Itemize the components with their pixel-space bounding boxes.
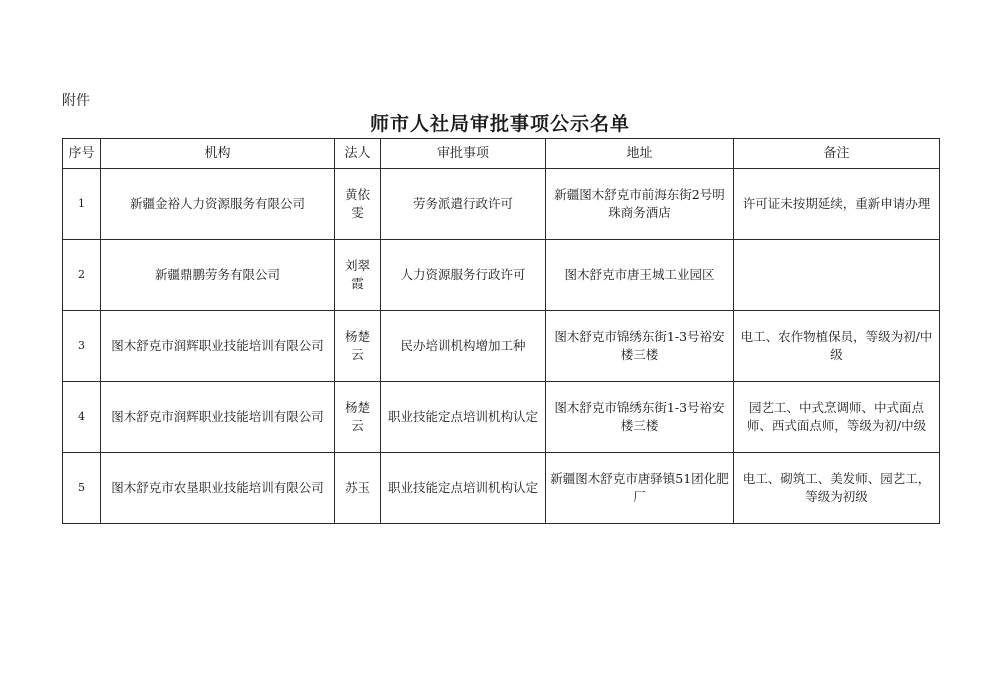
table-row: [63, 453, 940, 524]
cell-seq: 2: [63, 240, 101, 311]
column-header-address: 地址: [546, 139, 734, 169]
cell-legal: 黄依雯: [335, 169, 381, 240]
approval-table: [62, 138, 940, 524]
cell-item: 职业技能定点培训机构认定: [381, 382, 546, 453]
cell-note: 电工、农作物植保员，等级为初/中级: [734, 311, 940, 382]
cell-org: 新疆金裕人力资源服务有限公司: [101, 169, 335, 240]
table-row: [63, 311, 940, 382]
column-header-org: 机构: [101, 139, 335, 169]
cell-seq: 3: [63, 311, 101, 382]
attachment-label: 附件: [62, 93, 90, 109]
column-header-seq: 序号: [63, 139, 101, 169]
cell-address: 新疆图木舒克市唐驿镇51团化肥厂: [546, 453, 734, 524]
cell-address: 图木舒克市锦绣东街1-3号裕安楼三楼: [546, 382, 734, 453]
cell-org: 新疆鼎鹏劳务有限公司: [101, 240, 335, 311]
cell-legal: 杨楚云: [335, 311, 381, 382]
cell-item: 职业技能定点培训机构认定: [381, 453, 546, 524]
cell-item: 人力资源服务行政许可: [381, 240, 546, 311]
cell-legal: 杨楚云: [335, 382, 381, 453]
cell-legal: 刘翠霞: [335, 240, 381, 311]
cell-legal: 苏玉: [335, 453, 381, 524]
table-row: [63, 169, 940, 240]
cell-address: 图木舒克市锦绣东街1-3号裕安楼三楼: [546, 311, 734, 382]
cell-note: 许可证未按期延续，重新申请办理: [734, 169, 940, 240]
cell-item: 劳务派遣行政许可: [381, 169, 546, 240]
column-header-legal: 法人: [335, 139, 381, 169]
table-header-row: [63, 139, 940, 169]
cell-seq: 5: [63, 453, 101, 524]
cell-address: 图木舒克市唐王城工业园区: [546, 240, 734, 311]
cell-seq: 1: [63, 169, 101, 240]
column-header-note: 备注: [734, 139, 940, 169]
cell-note: [734, 240, 940, 311]
cell-item: 民办培训机构增加工种: [381, 311, 546, 382]
cell-org: 图木舒克市润辉职业技能培训有限公司: [101, 311, 335, 382]
cell-note: 电工、砌筑工、美发师、园艺工，等级为初级: [734, 453, 940, 524]
cell-note: 园艺工、中式烹调师、中式面点师、西式面点师，等级为初/中级: [734, 382, 940, 453]
table-row: [63, 382, 940, 453]
column-header-item: 审批事项: [381, 139, 546, 169]
cell-seq: 4: [63, 382, 101, 453]
document-title: 师市人社局审批事项公示名单: [369, 113, 630, 135]
table-row: [63, 240, 940, 311]
cell-address: 新疆图木舒克市前海东街2号明珠商务酒店: [546, 169, 734, 240]
cell-org: 图木舒克市农垦职业技能培训有限公司: [101, 453, 335, 524]
cell-org: 图木舒克市润辉职业技能培训有限公司: [101, 382, 335, 453]
